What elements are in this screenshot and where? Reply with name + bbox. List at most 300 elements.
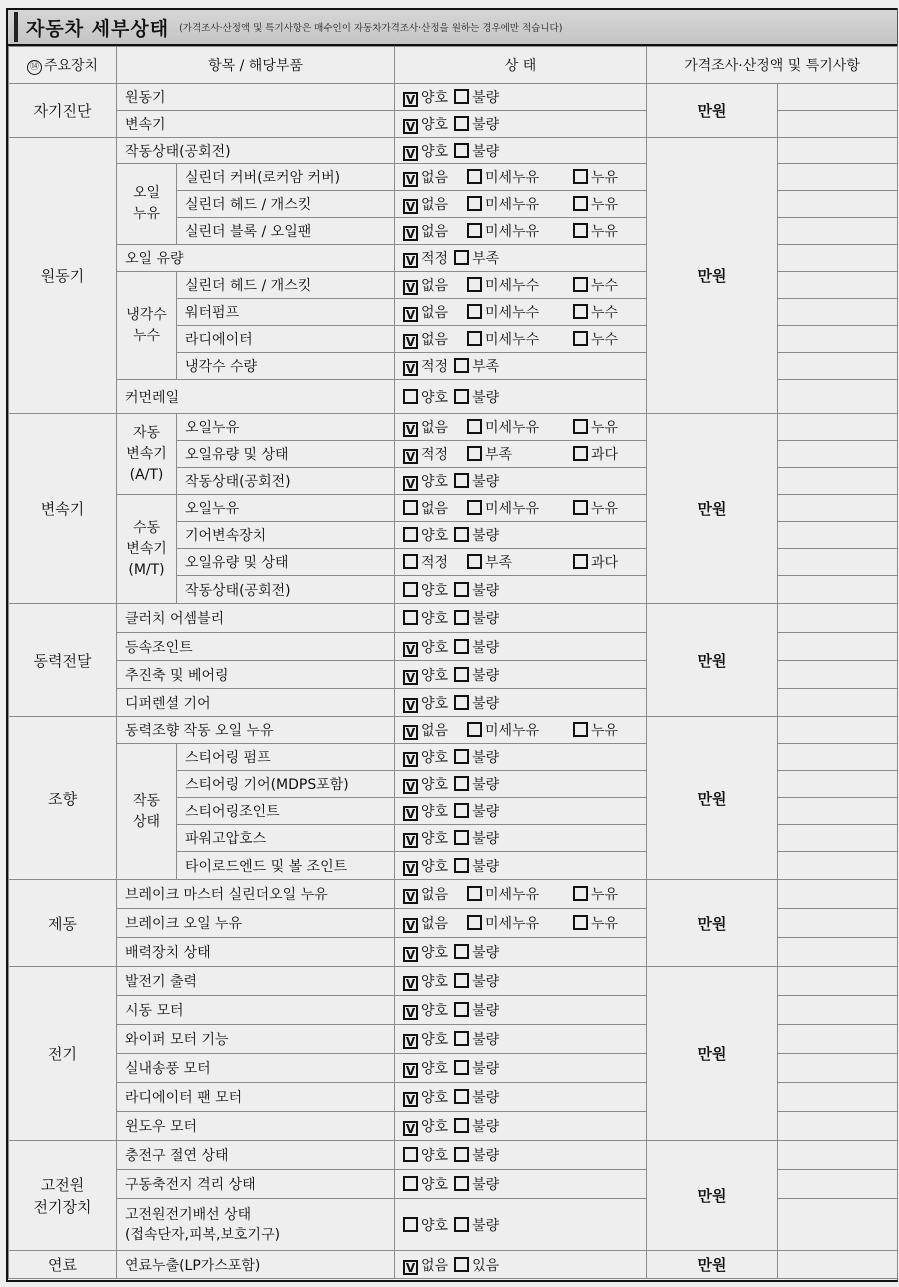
note-cell[interactable] xyxy=(778,1251,898,1279)
option-label: 불량 xyxy=(472,611,500,627)
checkbox[interactable]: V xyxy=(403,976,418,991)
item-label: 실내송풍 모터 xyxy=(117,1054,395,1083)
note-cell[interactable] xyxy=(778,245,898,272)
checkbox[interactable] xyxy=(467,277,482,292)
checkbox[interactable] xyxy=(467,722,482,737)
option-label: 불량 xyxy=(472,582,500,599)
option-1 xyxy=(467,884,567,904)
option-1 xyxy=(467,444,567,464)
checkbox[interactable] xyxy=(403,1147,418,1162)
status-options xyxy=(395,1083,647,1112)
note-cell[interactable] xyxy=(778,111,898,138)
item-label: 발전기 출력 xyxy=(117,967,395,996)
checkbox[interactable]: V xyxy=(403,947,418,962)
checkbox[interactable] xyxy=(454,858,469,873)
option-label: 불량 xyxy=(472,667,500,684)
note-cell[interactable] xyxy=(778,909,898,938)
note-cell[interactable] xyxy=(778,880,898,909)
note-cell[interactable] xyxy=(778,996,898,1025)
header-major xyxy=(9,47,117,84)
checkbox[interactable] xyxy=(454,358,469,373)
option-label: 양호 xyxy=(421,945,449,961)
checkbox[interactable] xyxy=(454,803,469,818)
checkbox[interactable]: V xyxy=(403,146,418,161)
status-options xyxy=(395,576,647,604)
option-0 xyxy=(403,1058,448,1078)
note-cell[interactable] xyxy=(778,1170,898,1199)
option-label: 불량 xyxy=(472,777,500,793)
option-label: 불량 xyxy=(472,1177,500,1193)
note-cell[interactable] xyxy=(778,495,898,522)
option-label: 불량 xyxy=(472,1003,500,1019)
note-cell[interactable] xyxy=(778,164,898,191)
note-cell[interactable] xyxy=(778,852,898,880)
status-options xyxy=(395,661,647,689)
option-0 xyxy=(403,356,448,376)
option-label: 없음 xyxy=(421,170,449,186)
option-label: 불량 xyxy=(472,1032,500,1048)
checkbox[interactable] xyxy=(403,500,418,515)
checkbox[interactable] xyxy=(454,639,469,654)
item-label: 실린더 블록 / 오일팬 xyxy=(177,218,395,245)
detail-status-table xyxy=(8,46,898,1279)
status-options xyxy=(395,191,647,218)
checkbox[interactable]: V xyxy=(403,92,418,107)
option-label: 불량 xyxy=(472,90,500,106)
status-options xyxy=(395,1025,647,1054)
option-label: 불량 xyxy=(472,143,500,160)
checkbox[interactable]: V xyxy=(403,226,418,241)
checkbox[interactable] xyxy=(454,830,469,845)
checkbox[interactable]: V xyxy=(403,476,418,491)
note-cell[interactable] xyxy=(778,414,898,441)
major-transmission: 변속기 xyxy=(9,414,117,604)
section-title-bar xyxy=(8,8,897,46)
option-0 xyxy=(403,856,448,876)
checkbox[interactable]: V xyxy=(403,1034,418,1049)
checkbox[interactable]: V xyxy=(403,642,418,657)
option-label: 누유 xyxy=(591,224,619,240)
option-0 xyxy=(403,1116,448,1136)
checkbox[interactable]: V xyxy=(403,861,418,876)
checkbox[interactable]: V xyxy=(403,199,418,214)
option-label: 양호 xyxy=(421,974,449,990)
checkbox[interactable]: V xyxy=(403,361,418,376)
sub-steering-operation: 작동 상태 xyxy=(117,744,177,880)
item-label: 브레이크 오일 누유 xyxy=(117,909,395,938)
note-cell[interactable] xyxy=(778,380,898,414)
status-options xyxy=(395,1054,647,1083)
checkbox[interactable] xyxy=(454,667,469,682)
note-cell[interactable] xyxy=(778,468,898,495)
checkbox[interactable] xyxy=(454,1147,469,1162)
item-label: 라디에이터 xyxy=(177,326,395,353)
option-0 xyxy=(403,87,448,107)
option-label: 누수 xyxy=(591,278,619,294)
checkbox[interactable]: V xyxy=(403,698,418,713)
checkbox[interactable]: V xyxy=(403,334,418,349)
option-label: 양호 xyxy=(421,143,449,160)
option-label: 부족 xyxy=(472,251,500,267)
option-1 xyxy=(467,498,567,518)
checkbox[interactable] xyxy=(454,527,469,542)
checkbox[interactable] xyxy=(467,331,482,346)
checkbox[interactable] xyxy=(454,776,469,791)
checkbox[interactable] xyxy=(454,1176,469,1191)
note-cell[interactable] xyxy=(778,967,898,996)
checkbox[interactable]: V xyxy=(403,725,418,740)
checkbox[interactable] xyxy=(573,500,588,515)
status-options xyxy=(395,880,647,909)
checkbox[interactable] xyxy=(467,886,482,901)
option-0 xyxy=(403,1174,448,1194)
checkbox[interactable]: V xyxy=(403,1121,418,1136)
checkbox[interactable] xyxy=(454,1217,469,1232)
item-label: 실린더 헤드 / 개스킷 xyxy=(177,272,395,299)
checkbox[interactable]: V xyxy=(403,280,418,295)
option-1 xyxy=(454,141,499,161)
option-0 xyxy=(403,828,448,848)
option-0 xyxy=(403,302,461,322)
checkbox[interactable] xyxy=(467,554,482,569)
checkbox[interactable]: V xyxy=(403,1260,418,1275)
note-cell[interactable] xyxy=(778,825,898,852)
option-0 xyxy=(403,1029,448,1049)
option-1 xyxy=(467,913,567,933)
status-options xyxy=(395,84,647,111)
option-label: 양호 xyxy=(421,858,449,875)
status-options xyxy=(395,771,647,798)
item-label: 추진축 및 베어링 xyxy=(117,661,395,689)
option-label: 미세누유 xyxy=(485,224,540,240)
status-options xyxy=(395,798,647,825)
checkbox[interactable] xyxy=(454,1257,469,1272)
checkbox[interactable] xyxy=(467,419,482,434)
option-label: 없음 xyxy=(421,501,449,517)
status-options xyxy=(395,689,647,717)
option-0 xyxy=(403,417,461,437)
status-options xyxy=(395,218,647,245)
checkbox[interactable] xyxy=(403,554,418,569)
option-1 xyxy=(467,194,567,214)
table-row xyxy=(9,1141,898,1170)
option-2 xyxy=(573,913,618,933)
checkbox[interactable]: V xyxy=(403,449,418,464)
option-0 xyxy=(403,552,461,572)
item-label: 파워고압호스 xyxy=(177,825,395,852)
major-electric: 전기 xyxy=(9,967,117,1141)
table-row xyxy=(9,717,898,744)
option-label: 불량 xyxy=(472,389,500,406)
checkbox[interactable] xyxy=(454,116,469,131)
checkbox[interactable] xyxy=(573,223,588,238)
checkbox[interactable]: V xyxy=(403,422,418,437)
option-1 xyxy=(454,387,499,407)
note-cell[interactable] xyxy=(778,218,898,245)
checkbox[interactable] xyxy=(573,304,588,319)
note-cell[interactable] xyxy=(778,326,898,353)
sub-auto-transmission: 자동 변속기 (A/T) xyxy=(117,414,177,495)
option-label: 미세누유 xyxy=(485,501,540,517)
note-cell[interactable] xyxy=(778,1199,898,1251)
price-power-train: 만원 xyxy=(647,604,778,717)
note-cell[interactable] xyxy=(778,1083,898,1112)
option-0 xyxy=(403,329,461,349)
option-label: 미세누유 xyxy=(485,197,540,213)
option-1 xyxy=(467,275,567,295)
checkbox[interactable] xyxy=(573,331,588,346)
checkbox[interactable] xyxy=(467,915,482,930)
option-2 xyxy=(573,417,618,437)
option-0 xyxy=(403,471,448,491)
option-label: 없음 xyxy=(421,723,449,739)
status-options xyxy=(395,1141,647,1170)
checkbox[interactable] xyxy=(467,196,482,211)
checkbox[interactable] xyxy=(454,1002,469,1017)
checkbox[interactable]: V xyxy=(403,779,418,794)
option-label: 미세누유 xyxy=(485,420,540,436)
note-cell[interactable] xyxy=(778,661,898,689)
option-1 xyxy=(454,1174,499,1194)
note-cell[interactable] xyxy=(778,604,898,633)
status-options xyxy=(395,1112,647,1141)
checkbox[interactable]: V xyxy=(403,1005,418,1020)
option-2 xyxy=(573,329,618,349)
note-cell[interactable] xyxy=(778,299,898,326)
status-options xyxy=(395,852,647,880)
checkbox[interactable] xyxy=(403,1176,418,1191)
note-cell[interactable] xyxy=(778,522,898,549)
option-0 xyxy=(403,275,461,295)
checkbox[interactable] xyxy=(573,446,588,461)
checkbox[interactable] xyxy=(454,944,469,959)
checkbox[interactable] xyxy=(454,1031,469,1046)
option-label: 있음 xyxy=(472,1257,500,1274)
option-label: 불량 xyxy=(472,858,500,875)
option-0 xyxy=(403,194,461,214)
checkbox[interactable] xyxy=(454,250,469,265)
status-options xyxy=(395,996,647,1025)
option-label: 미세누유 xyxy=(485,170,540,186)
status-options xyxy=(395,299,647,326)
option-1 xyxy=(454,637,499,657)
status-options xyxy=(395,522,647,549)
checkbox[interactable] xyxy=(454,610,469,625)
table-header-row xyxy=(9,47,898,84)
option-label: 불량 xyxy=(472,528,500,544)
checkbox[interactable]: V xyxy=(403,833,418,848)
checkbox[interactable] xyxy=(454,1060,469,1075)
checkbox[interactable] xyxy=(573,915,588,930)
checkbox[interactable] xyxy=(454,1118,469,1133)
checkbox[interactable] xyxy=(403,1217,418,1232)
option-label: 누유 xyxy=(591,197,619,213)
checkbox[interactable] xyxy=(403,582,418,597)
option-1 xyxy=(454,1058,499,1078)
option-0 xyxy=(403,1145,448,1165)
option-1 xyxy=(454,1116,499,1136)
checkbox[interactable] xyxy=(454,473,469,488)
option-label: 양호 xyxy=(421,582,449,599)
checkbox[interactable]: V xyxy=(403,670,418,685)
status-options xyxy=(395,633,647,661)
note-cell[interactable] xyxy=(778,771,898,798)
major-fuel: 연료 xyxy=(9,1251,117,1279)
note-cell[interactable] xyxy=(778,441,898,468)
note-cell[interactable] xyxy=(778,633,898,661)
checkbox[interactable] xyxy=(454,89,469,104)
option-label: 양호 xyxy=(421,750,449,766)
status-options xyxy=(395,138,647,164)
option-1 xyxy=(467,167,567,187)
option-label: 양호 xyxy=(421,1032,449,1048)
option-1 xyxy=(454,971,499,991)
note-cell[interactable] xyxy=(778,549,898,576)
checkbox[interactable] xyxy=(454,143,469,158)
header-major-label: 주요장치 xyxy=(43,58,99,74)
checkbox[interactable] xyxy=(573,169,588,184)
checkbox[interactable] xyxy=(454,749,469,764)
table-row xyxy=(9,967,898,996)
item-label: 등속조인트 xyxy=(117,633,395,661)
checkbox[interactable]: V xyxy=(403,918,418,933)
option-0 xyxy=(403,248,448,268)
checkbox[interactable] xyxy=(573,886,588,901)
note-cell[interactable] xyxy=(778,1025,898,1054)
note-cell[interactable] xyxy=(778,353,898,380)
option-label: 불량 xyxy=(472,1119,500,1135)
checkbox[interactable] xyxy=(467,223,482,238)
checkbox[interactable] xyxy=(573,419,588,434)
price-steering: 만원 xyxy=(647,717,778,880)
option-0 xyxy=(403,608,448,628)
item-label: 클러치 어셈블리 xyxy=(117,604,395,633)
option-1 xyxy=(454,525,499,545)
checkbox[interactable]: V xyxy=(403,307,418,322)
title-marker xyxy=(14,12,18,42)
note-cell[interactable] xyxy=(778,798,898,825)
checkbox[interactable] xyxy=(403,527,418,542)
option-1 xyxy=(454,356,499,376)
price-transmission: 만원 xyxy=(647,414,778,604)
checkbox[interactable] xyxy=(403,389,418,404)
note-cell[interactable] xyxy=(778,272,898,299)
note-cell[interactable] xyxy=(778,1112,898,1141)
checkbox[interactable]: V xyxy=(403,889,418,904)
checkbox[interactable] xyxy=(454,695,469,710)
checkbox[interactable] xyxy=(454,973,469,988)
checkbox[interactable] xyxy=(467,446,482,461)
major-power-train: 동력전달 xyxy=(9,604,117,717)
option-0 xyxy=(403,498,461,518)
note-cell[interactable] xyxy=(778,1054,898,1083)
status-options xyxy=(395,909,647,938)
price-electric: 만원 xyxy=(647,967,778,1141)
option-label: 없음 xyxy=(421,916,449,932)
checkbox[interactable]: V xyxy=(403,752,418,767)
note-cell[interactable] xyxy=(778,84,898,111)
item-label: 타이로드엔드 및 볼 조인트 xyxy=(177,852,395,880)
option-1 xyxy=(454,942,499,962)
note-cell[interactable] xyxy=(778,938,898,967)
checkbox[interactable] xyxy=(454,582,469,597)
item-label: 라디에이터 팬 모터 xyxy=(117,1083,395,1112)
option-label: 불량 xyxy=(472,1217,500,1234)
item-label: 워터펌프 xyxy=(177,299,395,326)
table-row xyxy=(9,414,898,441)
option-0 xyxy=(403,774,448,794)
checkbox[interactable] xyxy=(573,277,588,292)
option-label: 양호 xyxy=(421,695,449,712)
checkbox[interactable]: V xyxy=(403,1092,418,1107)
checkbox[interactable] xyxy=(454,389,469,404)
option-label: 미세누수 xyxy=(485,278,540,294)
option-0 xyxy=(403,141,448,161)
note-cell[interactable] xyxy=(778,191,898,218)
checkbox[interactable] xyxy=(403,610,418,625)
checkbox[interactable]: V xyxy=(403,253,418,268)
inspection-sheet xyxy=(6,8,898,1282)
option-label: 없음 xyxy=(421,332,449,348)
item-label: 오일유량 및 상태 xyxy=(177,549,395,576)
checkbox[interactable]: V xyxy=(403,806,418,821)
option-0 xyxy=(403,387,448,407)
checkbox[interactable] xyxy=(467,500,482,515)
option-1 xyxy=(454,828,499,848)
option-label: 양호 xyxy=(421,528,449,544)
option-label: 없음 xyxy=(421,887,449,903)
sub-coolant-leak: 냉각수 누수 xyxy=(117,272,177,380)
option-label: 불량 xyxy=(472,695,500,712)
option-label: 불량 xyxy=(472,1061,500,1077)
note-cell[interactable] xyxy=(778,717,898,744)
note-cell[interactable] xyxy=(778,138,898,164)
option-label: 양호 xyxy=(421,1177,449,1193)
option-label: 적정 xyxy=(421,359,449,375)
note-cell[interactable] xyxy=(778,576,898,604)
option-label: 누수 xyxy=(591,305,619,321)
option-label: 누유 xyxy=(591,723,619,739)
status-options xyxy=(395,549,647,576)
checkbox[interactable]: V xyxy=(403,172,418,187)
checkbox[interactable] xyxy=(454,1089,469,1104)
note-cell[interactable] xyxy=(778,1141,898,1170)
checkbox[interactable] xyxy=(467,169,482,184)
price-high-voltage: 만원 xyxy=(647,1141,778,1251)
table-row xyxy=(9,1251,898,1279)
note-cell[interactable] xyxy=(778,744,898,771)
option-1 xyxy=(454,1087,499,1107)
item-label: 기어변속장치 xyxy=(177,522,395,549)
status-options xyxy=(395,938,647,967)
option-1 xyxy=(454,1029,499,1049)
checkbox[interactable] xyxy=(573,722,588,737)
option-1 xyxy=(454,693,499,713)
item-label: 배력장치 상태 xyxy=(117,938,395,967)
checkbox[interactable]: V xyxy=(403,119,418,134)
item-label: 냉각수 수량 xyxy=(177,353,395,380)
checkbox[interactable] xyxy=(573,196,588,211)
item-label: 오일유량 및 상태 xyxy=(177,441,395,468)
note-cell[interactable] xyxy=(778,689,898,717)
checkbox[interactable]: V xyxy=(403,1063,418,1078)
option-1 xyxy=(454,747,499,767)
option-label: 부족 xyxy=(472,359,500,375)
checkbox[interactable] xyxy=(573,554,588,569)
option-label: 없음 xyxy=(421,224,449,240)
option-label: 양호 xyxy=(421,1003,449,1019)
checkbox[interactable] xyxy=(467,304,482,319)
